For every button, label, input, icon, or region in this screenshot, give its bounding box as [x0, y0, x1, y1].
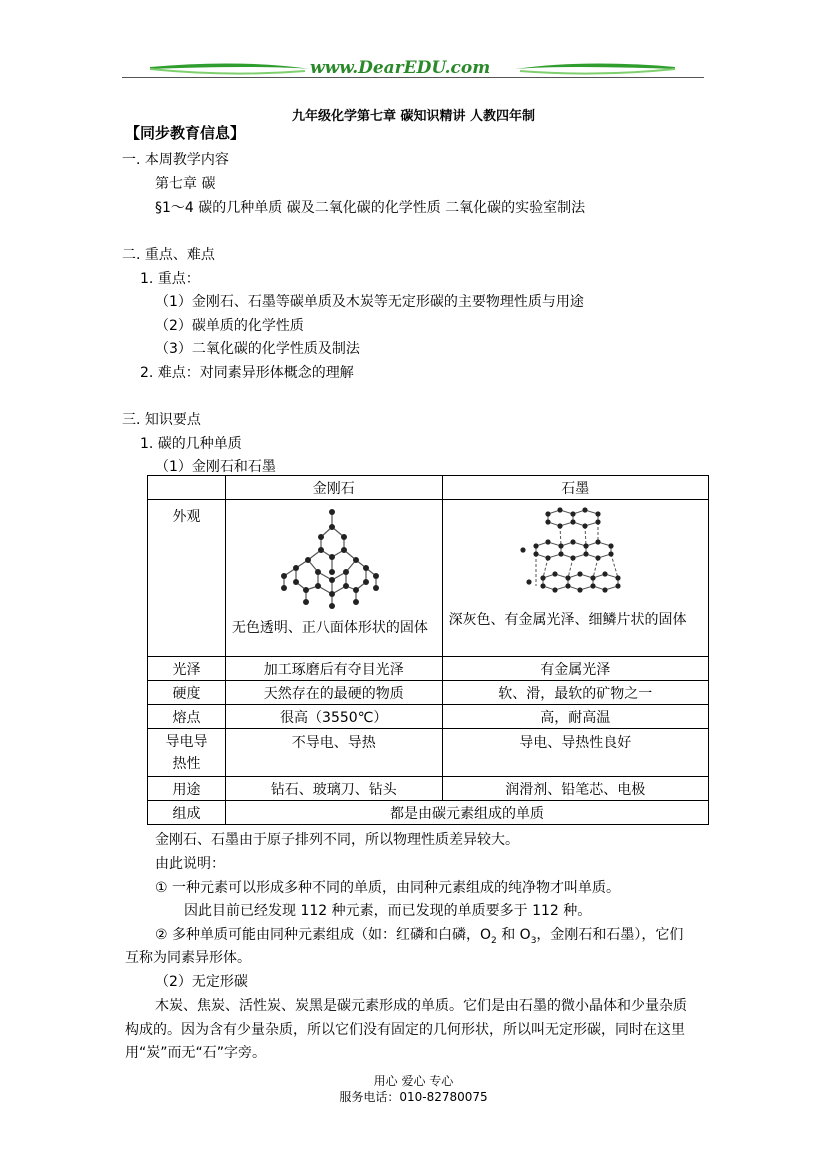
table-row: [148, 777, 709, 801]
table-row: [148, 681, 709, 705]
s1-topics: §1～4 碳的几种单质 碳及二氧化碳的化学性质 二氧化碳的实验室制法: [155, 200, 586, 216]
footer-phone: 服务电话：010-82780075: [339, 1090, 488, 1104]
diamond-cell: 加工琢磨后有夺目光泽: [225, 657, 442, 681]
graphite-cell: 高，耐高温: [442, 705, 708, 729]
after-p5b: 和 O: [496, 927, 531, 943]
table-row: [148, 729, 709, 777]
row-label: 光泽: [148, 657, 226, 681]
diamond-cell: 钻石、玻璃刀、钻头: [225, 777, 442, 801]
header-logo-text: www.DearEDU.com: [310, 58, 491, 78]
after-p5-sub1: 2: [491, 935, 497, 946]
after-p1: 金刚石、石墨由于原子排列不同，所以物理性质差异较大。: [155, 832, 519, 848]
merged-cell: 都是由碳元素组成的单质: [225, 801, 708, 825]
s3-sub1a: （1）金刚石和石墨: [155, 459, 276, 475]
graphite-cell: 软、滑，最软的矿物之一: [442, 681, 708, 705]
graphite-cell: 润滑剂、铅笔芯、电极: [442, 777, 708, 801]
s2-title: 二. 重点、难点: [122, 247, 215, 263]
after-p5-sub2: 3: [530, 935, 537, 946]
after-p2: 由此说明：: [155, 856, 225, 872]
row-label: 用途: [148, 777, 226, 801]
s2-difficulty: 2. 难点：对同素异形体概念的理解: [140, 365, 354, 381]
s2-key-2: （2）碳单质的化学性质: [155, 318, 304, 334]
after-p5c: ，金刚石和石墨），它们: [536, 927, 684, 943]
row-label: 导电导热性: [148, 729, 226, 777]
footer-slogan: 用心 爱心 专心: [373, 1074, 454, 1088]
diamond-cell: 天然存在的最硬的物质: [225, 681, 442, 705]
after-p8: 木炭、焦炭、活性炭、炭黑是碳元素形成的单质。它们是由石墨的微小晶体和少量杂质: [155, 998, 687, 1014]
diamond-cell: 很高（3550℃）: [225, 705, 442, 729]
s2-key-label: 1. 重点：: [140, 271, 200, 287]
graphite-structure-diagram: [443, 506, 708, 611]
table-row: [148, 801, 709, 825]
table-row: [148, 657, 709, 681]
header-rule: [122, 77, 704, 78]
diamond-structure-diagram: [226, 502, 441, 612]
table-row: [148, 500, 709, 657]
graphite-appearance-cell: [442, 500, 708, 657]
after-p10: 用“炭”而无“石”字旁。: [125, 1045, 267, 1061]
graphite-cell: 有金属光泽: [442, 657, 708, 681]
doc-title: 九年级化学第七章 碳知识精讲 人教四年制: [291, 109, 536, 124]
row-label: 熔点: [148, 705, 226, 729]
graphite-cell: 导电、导热性良好: [442, 729, 708, 777]
diamond-appearance-cell: [225, 500, 442, 657]
row-label: 组成: [148, 801, 226, 825]
table-row: [148, 705, 709, 729]
s1-title: 一. 本周教学内容: [122, 152, 229, 168]
graphite-appearance-text: 深灰色、有金属光泽、细鳞片状的固体: [448, 612, 687, 628]
table-header-row: [148, 476, 709, 500]
row-label: 外观: [148, 500, 226, 657]
after-p4: 因此目前已经发现 112 种元素，而已发现的单质要多于 112 种。: [184, 903, 592, 919]
comparison-table: [147, 475, 709, 825]
after-p6: 互称为同素异形体。: [125, 950, 251, 966]
row-label: 硬度: [148, 681, 226, 705]
col-graphite: 石墨: [442, 476, 708, 500]
diamond-cell: 不导电、导热: [225, 729, 442, 777]
after-p5: [155, 924, 683, 946]
s3-title: 三. 知识要点: [122, 412, 201, 428]
table-corner: [148, 476, 226, 500]
s2-key-3: （3）二氧化碳的化学性质及制法: [155, 341, 360, 357]
s2-key-1: （1）金刚石、石墨等碳单质及木炭等无定形碳的主要物理性质与用途: [155, 294, 584, 310]
section-tag: 【同步教育信息】: [125, 124, 246, 142]
s3-sub1: 1. 碳的几种单质: [140, 436, 242, 452]
diamond-appearance-text: 无色透明、正八面体形状的固体: [231, 620, 428, 636]
after-p5a: ② 多种单质可能由同种元素组成（如：红磷和白磷，O: [155, 927, 492, 943]
s1-chapter: 第七章 碳: [155, 176, 216, 192]
col-diamond: 金刚石: [225, 476, 442, 500]
after-p7: （2）无定形碳: [155, 974, 248, 990]
after-p3: ① 一种元素可以形成多种不同的单质，由同种元素组成的纯净物才叫单质。: [155, 880, 620, 896]
after-p9: 构成的。因为含有少量杂质，所以它们没有固定的几何形状，所以叫无定形碳，同时在这里: [125, 1022, 685, 1038]
